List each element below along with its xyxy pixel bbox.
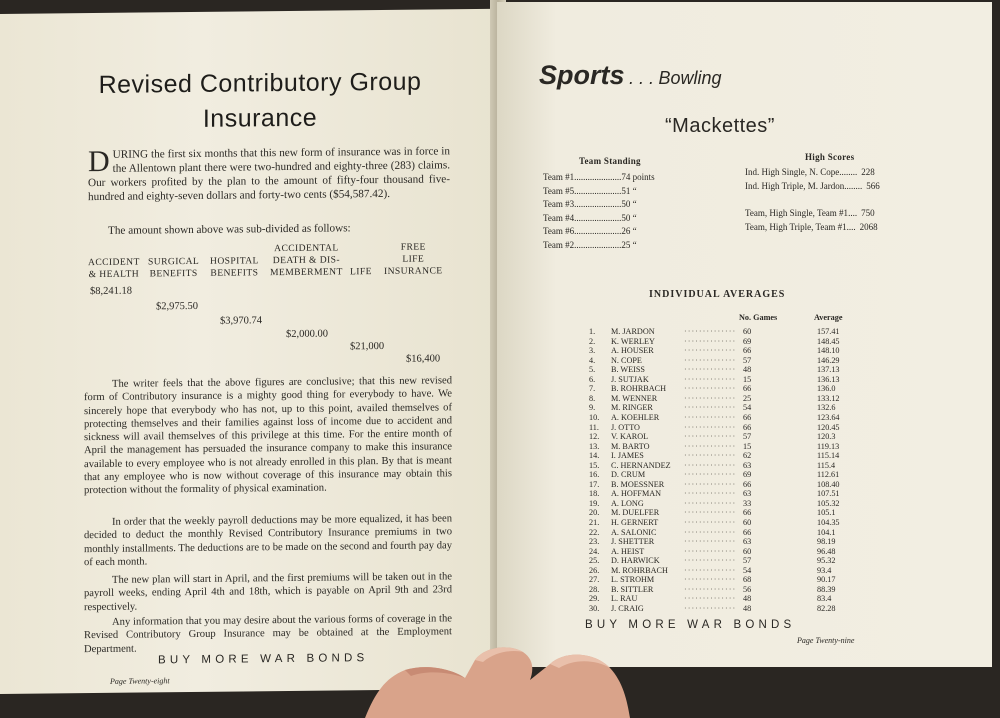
column-surgical: SURGICAL BENEFITS xyxy=(148,255,200,280)
bowler-avg: 123.64 xyxy=(817,412,840,422)
bowler-rank: 14. xyxy=(589,451,600,461)
column-life: LIFE xyxy=(350,266,372,278)
bowler-name: M. RINGER xyxy=(611,403,653,413)
bowler-games: 54 xyxy=(743,403,752,413)
bowler-avg: 115.4 xyxy=(817,460,836,470)
bowler-games: 63 xyxy=(743,489,752,499)
bowler-games: 60 xyxy=(743,546,752,556)
bowler-rank: 1. xyxy=(589,327,596,336)
team-standing-row xyxy=(543,186,637,196)
standing-dots: ..................... xyxy=(574,185,622,196)
bowler-games: 66 xyxy=(743,479,752,489)
bowler-avg: 137.13 xyxy=(817,365,840,375)
bowler-games: 57 xyxy=(743,355,752,365)
bowler-games: 57 xyxy=(743,556,752,566)
high-score-value: 566 xyxy=(866,181,880,191)
high-score-label: Team, High Single, Team #1 xyxy=(745,208,849,218)
standing-team: Team #2 xyxy=(543,240,575,250)
hand-photo xyxy=(365,638,635,718)
bowler-name: M. ROHRBACH xyxy=(611,565,668,575)
standing-value: 51 “ xyxy=(621,185,637,196)
bowler-rank: 7. xyxy=(589,384,596,394)
bowler-name: A. LONG xyxy=(611,498,644,508)
bowler-games: 66 xyxy=(743,412,752,422)
bowler-games: 57 xyxy=(743,432,752,442)
bowler-avg: 82.28 xyxy=(817,603,836,613)
bowler-rank: 17. xyxy=(589,479,600,489)
right-page xyxy=(497,2,992,667)
standing-value: 50 “ xyxy=(621,212,637,223)
standing-value: 74 points xyxy=(621,172,655,182)
bowler-avg: 136.13 xyxy=(817,374,840,384)
column-hospital: HOSPITAL BENEFITS xyxy=(210,255,259,279)
bowler-avg: 107.51 xyxy=(817,489,840,499)
amount-accident-health: $8,241.18 xyxy=(90,285,132,298)
high-scores-header: High Scores xyxy=(805,152,855,162)
war-bonds-slogan-right: BUY MORE WAR BONDS xyxy=(585,619,796,631)
bowler-avg: 120.45 xyxy=(817,422,840,432)
bowler-avg: 105.32 xyxy=(817,498,840,508)
bowler-rank: 30. xyxy=(589,603,600,613)
amount-accidental-death: $2,000.00 xyxy=(286,328,328,341)
leader-dots: ·············· xyxy=(684,479,737,489)
bowler-avg: 108.40 xyxy=(817,479,840,489)
bowler-avg: 136.0 xyxy=(817,384,836,394)
column-free-life: FREE LIFE INSURANCE xyxy=(384,241,443,277)
leader-dots: ·············· xyxy=(684,594,737,604)
team-standing-row xyxy=(543,172,655,182)
high-score-label: Ind. High Single, N. Cope xyxy=(745,167,840,177)
high-score-row xyxy=(745,222,878,232)
leader-dots: ·············· xyxy=(684,508,737,518)
bowler-avg: 148.10 xyxy=(817,346,840,356)
bowler-rank: 6. xyxy=(589,374,596,384)
leader-dots: ·············· xyxy=(684,556,737,566)
bowler-name: A. SALONIC xyxy=(611,527,657,537)
bowler-rank: 13. xyxy=(589,441,600,451)
leader-dots: ·············· xyxy=(684,412,737,422)
bowler-name: N. COPE xyxy=(611,355,642,365)
bowler-rank: 28. xyxy=(589,584,600,594)
bowler-rank: 27. xyxy=(589,575,600,585)
war-bonds-slogan: BUY MORE WAR BONDS xyxy=(158,652,369,667)
leader-dots: ·············· xyxy=(684,527,737,537)
bowler-games: 60 xyxy=(743,327,752,336)
standing-dots: ..................... xyxy=(574,212,622,223)
bowler-rank: 21. xyxy=(589,518,600,527)
bowler-games: 66 xyxy=(743,508,752,518)
section-heading xyxy=(539,60,721,91)
leader-dots: ·············· xyxy=(684,498,737,508)
bowler-games: 25 xyxy=(743,393,752,403)
bowler-games: 56 xyxy=(743,584,752,594)
high-score-value: 2068 xyxy=(859,222,878,232)
leader-dots: ·············· xyxy=(684,422,737,432)
bowler-name: B. SITTLER xyxy=(611,584,654,594)
leader-dots: ·············· xyxy=(684,441,737,451)
bowler-games: 15 xyxy=(743,374,752,384)
team-standing-header: Team Standing xyxy=(579,156,641,166)
bowler-rank: 29. xyxy=(589,594,600,604)
bowler-avg: 132.6 xyxy=(817,403,836,413)
leader-dots: ·············· xyxy=(684,460,737,470)
bowler-name: A. KOEHLER xyxy=(611,412,660,422)
bowler-games: 68 xyxy=(743,575,752,585)
bowler-avg: 146.29 xyxy=(817,355,840,365)
leader-dots: ·············· xyxy=(684,603,737,613)
bowler-rank: 3. xyxy=(589,346,596,356)
team-standing-row xyxy=(543,199,637,209)
bowler-rank: 24. xyxy=(589,546,600,556)
bowler-name: C. HERNANDEZ xyxy=(611,460,671,470)
standing-team: Team #6 xyxy=(543,226,575,237)
page-number-right: Page Twenty-nine xyxy=(797,636,855,645)
bowler-avg: 112.61 xyxy=(817,470,840,480)
leader-dots: ·············· xyxy=(684,365,737,375)
bowler-name: V. KAROL xyxy=(611,432,649,442)
team-standing-row xyxy=(543,226,637,236)
team-name: “Mackettes” xyxy=(665,115,775,137)
high-score-value: 228 xyxy=(861,167,875,177)
leader-dots: ·············· xyxy=(684,384,737,394)
team-standing-row xyxy=(543,240,637,250)
standing-team: Team #4 xyxy=(543,212,575,223)
bowler-name: M. WENNER xyxy=(611,393,658,403)
drop-cap: D xyxy=(88,144,110,179)
high-score-dots: .... xyxy=(846,222,856,232)
bowler-avg: 119.13 xyxy=(817,441,840,451)
paragraph-2: The writer feels that the above figures are conclusive; that this new revised form of Contributory insurance is a mighty good thing for everybody to have. We sincerely hope that everybody who has not, up to this point, availed themselves of protecting themselves and their families against loss of income due to accident and sickness will avail themselves of this privilege at this time. For the entire month of April the management has persuaded the insurance company to make this insurance available to every employee who is not already enrolled in this plan. By that is meant that any employee who is now without coverage of this insurance may obtain this protection without the formality of physical examination. xyxy=(84,375,452,497)
bowling-label: Bowling xyxy=(658,68,722,88)
leader-dots: ·············· xyxy=(684,489,737,499)
high-score-label: Team, High Triple, Team #1 xyxy=(745,222,847,232)
bowler-rank: 22. xyxy=(589,527,600,537)
intro-paragraph xyxy=(88,145,450,204)
bowler-avg: 90.17 xyxy=(817,575,836,585)
bowler-games: 48 xyxy=(743,603,752,613)
leader-dots: ·············· xyxy=(684,565,737,575)
leader-dots: ·············· xyxy=(684,546,737,556)
bowler-games: 66 xyxy=(743,422,752,432)
paragraph-5: Any information that you may desire about the various forms of coverage in the Revised Contributory Group Insurance may be obtained at the Employment Department. xyxy=(84,613,452,655)
bowler-rank: 23. xyxy=(589,537,600,547)
bowler-name: A. HOUSER xyxy=(611,346,654,356)
bowler-name: I. JAMES xyxy=(611,451,644,461)
leader-dots: ·············· xyxy=(684,336,737,346)
column-accidental-death: ACCIDENTAL DEATH & DIS- MEMBERMENT xyxy=(270,242,343,279)
bowler-name: L. RAU xyxy=(611,594,638,604)
leader-dots: ·············· xyxy=(684,346,737,356)
bowler-avg: 98.19 xyxy=(817,537,836,547)
bowler-games: 48 xyxy=(743,594,752,604)
left-page xyxy=(0,9,500,694)
heading-dots: . . . xyxy=(628,68,654,88)
bowler-avg: 120.3 xyxy=(817,432,836,442)
amount-surgical: $2,975.50 xyxy=(156,300,198,313)
bowler-games: 60 xyxy=(743,518,752,527)
amount-hospital: $3,970.74 xyxy=(220,315,262,327)
col-header-games: No. Games xyxy=(739,313,778,322)
bowler-avg: 96.48 xyxy=(817,546,836,556)
high-score-row xyxy=(745,181,880,191)
bowler-avg: 133.12 xyxy=(817,393,840,403)
standing-dots: ..................... xyxy=(574,226,622,237)
bowler-games: 63 xyxy=(743,537,752,547)
bowler-name: A. HOFFMAN xyxy=(611,489,662,499)
high-score-dots: .... xyxy=(848,208,858,218)
standing-dots: ..................... xyxy=(574,172,622,182)
bowler-avg: 88.39 xyxy=(817,584,836,594)
average-row xyxy=(589,604,869,615)
bowler-games: 66 xyxy=(743,384,752,394)
sports-label: Sports xyxy=(539,60,625,90)
bowler-rank: 16. xyxy=(589,470,600,480)
bowler-games: 66 xyxy=(743,346,752,356)
bowler-avg: 83.4 xyxy=(817,594,832,604)
leader-dots: ·············· xyxy=(684,374,737,384)
bowler-rank: 18. xyxy=(589,489,600,499)
standing-value: 25 “ xyxy=(621,240,637,250)
bowler-games: 54 xyxy=(743,565,752,575)
intro-text: URING the first six months that this new form of insurance was in force in the Allentown plant there were two-hundred and eighty-three (283) claims. Our workers profited by the plan to the amount of fifty-four thousand five-hundred and eighty-seven dollars and forty-two cents ($54,587.42). xyxy=(88,145,450,203)
bowler-avg: 95.32 xyxy=(817,556,836,566)
bowler-games: 69 xyxy=(743,336,752,346)
bowler-name: D. HARWICK xyxy=(611,556,660,566)
subdivided-text: The amount shown above was sub-divided as follows: xyxy=(108,222,351,237)
high-score-row xyxy=(745,208,875,218)
leader-dots: ·············· xyxy=(684,575,737,585)
bowler-games: 48 xyxy=(743,365,752,375)
bowler-name: J. CRAIG xyxy=(611,603,644,613)
leader-dots: ·············· xyxy=(684,537,737,547)
bowler-games: 33 xyxy=(743,498,752,508)
bowler-avg: 105.1 xyxy=(817,508,836,518)
bowler-avg: 115.14 xyxy=(817,451,840,461)
bowler-games: 66 xyxy=(743,527,752,537)
bowler-games: 69 xyxy=(743,470,752,480)
leader-dots: ·············· xyxy=(684,355,737,365)
bowler-rank: 15. xyxy=(589,460,600,470)
high-score-dots: ........ xyxy=(839,167,858,177)
standing-dots: ..................... xyxy=(574,199,622,210)
benefit-columns xyxy=(88,241,458,281)
page-title-line1: Revised Contributory Group xyxy=(98,67,422,99)
bowler-name: L. STROHM xyxy=(611,575,655,585)
leader-dots: ·············· xyxy=(684,432,737,442)
leader-dots: ·············· xyxy=(684,403,737,413)
bowler-name: A. HEIST xyxy=(611,546,645,556)
bowler-name: D. CRUM xyxy=(611,470,646,480)
high-score-row xyxy=(745,167,875,177)
bowler-name: B. MOESSNER xyxy=(611,479,665,489)
team-standing-row xyxy=(543,213,637,223)
bowler-rank: 20. xyxy=(589,508,600,518)
bowler-name: M. JARDON xyxy=(611,327,655,336)
bowler-avg: 104.35 xyxy=(817,518,840,527)
bowler-name: K. WERLEY xyxy=(611,336,655,346)
high-score-dots: ........ xyxy=(844,181,863,191)
bowler-name: J. OTTO xyxy=(611,422,640,432)
page-title-line2: Insurance xyxy=(202,103,318,133)
bowler-rank: 2. xyxy=(589,336,596,346)
bowler-name: M. DUELFER xyxy=(611,508,660,518)
bowler-games: 62 xyxy=(743,451,752,461)
bowler-avg: 148.45 xyxy=(817,336,840,346)
bowler-rank: 8. xyxy=(589,393,596,403)
bowler-name: B. ROHRBACH xyxy=(611,384,667,394)
high-score-label: Ind. High Triple, M. Jardon xyxy=(745,181,845,191)
bowler-name: M. BARTO xyxy=(611,441,650,451)
amount-free-life: $16,400 xyxy=(406,353,441,365)
standing-team: Team #1 xyxy=(543,172,575,182)
bowler-name: H. GERNERT xyxy=(611,518,659,527)
standing-value: 50 “ xyxy=(621,199,637,210)
leader-dots: ·············· xyxy=(684,393,737,403)
leader-dots: ·············· xyxy=(684,451,737,461)
bowler-avg: 157.41 xyxy=(817,327,840,336)
bowler-games: 63 xyxy=(743,460,752,470)
standing-value: 26 “ xyxy=(621,226,637,237)
bowler-rank: 4. xyxy=(589,355,596,365)
col-header-average: Average xyxy=(814,313,843,322)
leader-dots: ·············· xyxy=(684,470,737,480)
bowler-rank: 10. xyxy=(589,412,600,422)
bowler-name: B. WEISS xyxy=(611,365,645,375)
leader-dots: ·············· xyxy=(684,518,737,527)
bowler-rank: 11. xyxy=(589,422,599,432)
standing-team: Team #3 xyxy=(543,199,575,210)
standing-team: Team #5 xyxy=(543,185,575,196)
leader-dots: ·············· xyxy=(684,584,737,594)
standing-dots: ..................... xyxy=(574,240,622,250)
paragraph-3: In order that the weekly payroll deductions may be more equalized, it has been decided to deduct the monthly Revised Contributory Insurance premiums in two monthly installments. The deductions are to be made on the second and fourth pay day of each month. xyxy=(84,513,452,569)
bowler-name: J. SHETTER xyxy=(611,537,655,547)
bowler-rank: 12. xyxy=(589,432,600,442)
bowler-avg: 104.1 xyxy=(817,527,836,537)
leader-dots: ·············· xyxy=(684,327,737,336)
page-number: Page Twenty-eight xyxy=(110,676,170,686)
individual-averages-header: INDIVIDUAL AVERAGES xyxy=(649,289,786,300)
bowler-rank: 26. xyxy=(589,565,600,575)
bowler-rank: 9. xyxy=(589,403,596,413)
bowler-rank: 25. xyxy=(589,556,600,566)
amount-life: $21,000 xyxy=(350,340,385,353)
bowler-games: 15 xyxy=(743,441,752,451)
high-score-value: 750 xyxy=(861,208,875,218)
bowler-rank: 5. xyxy=(589,365,596,375)
paragraph-4: The new plan will start in April, and the first premiums will be taken out in the payroll weeks, ending April 4th and 18th, which is payable on April 9th and 23rd respectively. xyxy=(84,571,452,613)
column-accident-health: ACCIDENT & HEALTH xyxy=(88,256,140,281)
bowler-avg: 93.4 xyxy=(817,565,832,575)
bowler-name: J. SUTJAK xyxy=(611,374,649,384)
bowler-rank: 19. xyxy=(589,498,600,508)
